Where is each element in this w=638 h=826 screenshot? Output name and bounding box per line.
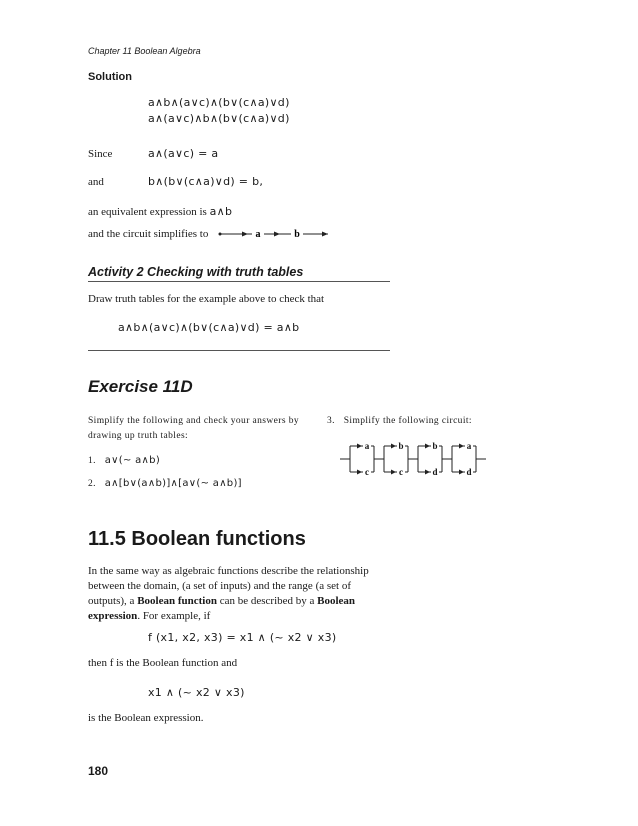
boolean-term: Boolean xyxy=(317,595,356,607)
activity-text: Draw truth tables for the example above to check that xyxy=(88,293,325,305)
since-label: Since xyxy=(88,148,113,160)
closing-text: is the Boolean expression. xyxy=(88,712,204,724)
exercise-item-2 xyxy=(88,476,242,492)
page-number: 180 xyxy=(88,764,109,778)
equivalent-label: an equivalent expression is xyxy=(88,206,207,218)
exercise-intro-line-2: drawing up truth tables: xyxy=(88,431,189,441)
circuit-label-b: b xyxy=(294,229,300,240)
section-para-line-2: between the domain, (a set of inputs) and the range (a set of xyxy=(88,580,351,592)
circuit-bottom-label-4: d xyxy=(466,467,472,477)
para-text-segment: . For example, if xyxy=(137,610,211,622)
solution-heading: Solution xyxy=(88,71,132,83)
circuit-top-label-4: a xyxy=(466,441,472,451)
activity-expression: a∧b∧(a∨c)∧(b∨(c∧a)∨d) = a∧b xyxy=(118,321,300,334)
boolean-expression: x1 ∧ (~ x2 ∨ x3) xyxy=(148,686,245,699)
exercise-item-2-number: 2. xyxy=(88,479,96,489)
section-para-line-1: In the same way as algebraic functions describe the relationship xyxy=(88,565,369,577)
section-title: 11.5 Boolean functions xyxy=(88,528,306,550)
and-expression: b∧(b∨(c∧a)∨d) = b, xyxy=(148,175,264,188)
exercise-item-3 xyxy=(327,414,472,429)
boolean-function-term: Boolean function xyxy=(137,595,217,607)
exercise-title: Exercise 11D xyxy=(88,377,193,396)
and-label: and xyxy=(88,176,104,188)
exercise-item-3-number: 3. xyxy=(327,416,335,426)
running-header: Chapter 11 Boolean Algebra xyxy=(88,46,201,56)
exercise-item-1 xyxy=(88,453,160,469)
circuit-top-label-3: b xyxy=(432,441,438,451)
simplified-circuit-diagram xyxy=(218,225,330,241)
exercise-circuit-diagram xyxy=(340,440,488,478)
activity-title: Activity 2 Checking with truth tables xyxy=(88,265,304,279)
exercise-item-3-text: Simplify the following circuit: xyxy=(343,416,472,426)
para-text-segment: outputs), a xyxy=(88,595,138,607)
solution-line-1: a∧b∧(a∨c)∧(b∨(c∧a)∨d) xyxy=(148,96,290,109)
equivalent-text xyxy=(88,205,232,218)
circuit-bottom-label-1: c xyxy=(365,467,369,477)
circuit-bottom-label-3: d xyxy=(432,467,438,477)
since-expression: a∧(a∨c) = a xyxy=(148,147,219,160)
activity-top-rule xyxy=(88,281,390,282)
exercise-item-2-expression: a∧[b∨(a∧b)]∧[a∨(~ a∧b)] xyxy=(104,478,242,489)
section-para-line-4 xyxy=(88,610,210,622)
solution-line-2: a∧(a∨c)∧b∧(b∨(c∧a)∨d) xyxy=(148,112,290,125)
activity-bottom-rule xyxy=(88,350,390,351)
para-text-segment: can be described by a xyxy=(216,595,318,607)
exercise-item-1-number: 1. xyxy=(88,456,96,466)
circuit-bottom-label-2: c xyxy=(399,467,403,477)
function-definition: f (x1, x2, x3) = x1 ∧ (~ x2 ∨ x3) xyxy=(148,631,337,644)
circuit-label-a: a xyxy=(255,229,261,240)
equivalent-expression: a∧b xyxy=(209,205,233,218)
circuit-top-label-2: b xyxy=(398,441,404,451)
exercise-item-1-expression: a∨(~ a∧b) xyxy=(104,455,161,466)
then-text: then f is the Boolean function and xyxy=(88,657,238,669)
circuit-simplifies-text: and the circuit simplifies to xyxy=(88,228,209,240)
section-para-line-3 xyxy=(88,595,355,607)
expression-term: expression xyxy=(88,610,138,622)
exercise-intro-line-1: Simplify the following and check your answers by xyxy=(88,416,300,426)
circuit-top-label-1: a xyxy=(364,441,370,451)
